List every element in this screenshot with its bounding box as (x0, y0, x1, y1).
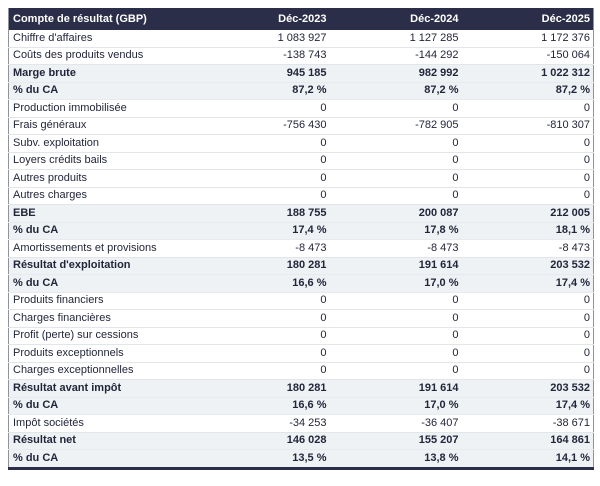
value-cell: 0 (198, 345, 330, 363)
value-cell: -782 905 (330, 117, 462, 135)
table-row (9, 415, 594, 433)
table-row (9, 117, 594, 135)
value-cell: 0 (462, 152, 594, 170)
value-cell: 200 087 (330, 205, 462, 223)
table-header-row (9, 8, 594, 30)
value-cell: 87,2 % (198, 82, 330, 100)
row-label: Autres produits (9, 170, 198, 188)
table-row (9, 65, 594, 83)
value-cell: 0 (330, 187, 462, 205)
row-label: Impôt sociétés (9, 415, 198, 433)
row-label: EBE (9, 205, 198, 223)
value-cell: 0 (198, 362, 330, 380)
value-cell: -8 473 (462, 240, 594, 258)
table-row (9, 450, 594, 469)
row-label: Produits exceptionnels (9, 345, 198, 363)
table-row (9, 222, 594, 240)
row-label: Subv. exploitation (9, 135, 198, 153)
row-label: Profit (perte) sur cessions (9, 327, 198, 345)
value-cell: 0 (198, 170, 330, 188)
row-label: Charges financières (9, 310, 198, 328)
table-row (9, 380, 594, 398)
table-row (9, 187, 594, 205)
value-cell: 1 127 285 (330, 30, 462, 47)
table-row (9, 30, 594, 47)
value-cell: 155 207 (330, 432, 462, 450)
column-header-dec-2023: Déc-2023 (198, 8, 330, 30)
value-cell: 17,0 % (330, 397, 462, 415)
row-label: Résultat avant impôt (9, 380, 198, 398)
value-cell: -8 473 (330, 240, 462, 258)
value-cell: 17,4 % (462, 397, 594, 415)
value-cell: 17,4 % (198, 222, 330, 240)
table-row (9, 257, 594, 275)
value-cell: -8 473 (198, 240, 330, 258)
row-label: Marge brute (9, 65, 198, 83)
value-cell: 0 (330, 170, 462, 188)
value-cell: 17,0 % (330, 275, 462, 293)
row-label: % du CA (9, 82, 198, 100)
value-cell: 146 028 (198, 432, 330, 450)
row-label: Coûts des produits vendus (9, 47, 198, 65)
table-row (9, 240, 594, 258)
value-cell: 16,6 % (198, 275, 330, 293)
value-cell: 0 (462, 292, 594, 310)
row-label: Chiffre d'affaires (9, 30, 198, 47)
value-cell: 0 (330, 152, 462, 170)
value-cell: -756 430 (198, 117, 330, 135)
table-row (9, 135, 594, 153)
value-cell: 1 172 376 (462, 30, 594, 47)
value-cell: 0 (462, 187, 594, 205)
table-row (9, 100, 594, 118)
table-body (9, 30, 594, 468)
value-cell: 13,5 % (198, 450, 330, 469)
value-cell: 0 (462, 100, 594, 118)
table-title: Compte de résultat (GBP) (9, 8, 198, 30)
value-cell: 164 861 (462, 432, 594, 450)
value-cell: -144 292 (330, 47, 462, 65)
row-label: Frais généraux (9, 117, 198, 135)
table-row (9, 275, 594, 293)
income-statement-table (8, 8, 594, 470)
value-cell: 1 083 927 (198, 30, 330, 47)
value-cell: 188 755 (198, 205, 330, 223)
value-cell: 0 (462, 327, 594, 345)
column-header-dec-2025: Déc-2025 (462, 8, 594, 30)
value-cell: 0 (462, 135, 594, 153)
value-cell: -138 743 (198, 47, 330, 65)
row-label: % du CA (9, 450, 198, 469)
value-cell: 191 614 (330, 380, 462, 398)
value-cell: 18,1 % (462, 222, 594, 240)
value-cell: -36 407 (330, 415, 462, 433)
value-cell: 0 (198, 292, 330, 310)
value-cell: 191 614 (330, 257, 462, 275)
value-cell: 1 022 312 (462, 65, 594, 83)
table-row (9, 170, 594, 188)
value-cell: 945 185 (198, 65, 330, 83)
row-label: Résultat net (9, 432, 198, 450)
table-row (9, 397, 594, 415)
row-label: Produits financiers (9, 292, 198, 310)
value-cell: 13,8 % (330, 450, 462, 469)
value-cell: 0 (330, 345, 462, 363)
value-cell: 180 281 (198, 257, 330, 275)
value-cell: 180 281 (198, 380, 330, 398)
value-cell: 0 (330, 135, 462, 153)
value-cell: -150 064 (462, 47, 594, 65)
row-label: Amortissements et provisions (9, 240, 198, 258)
row-label: Production immobilisée (9, 100, 198, 118)
value-cell: -38 671 (462, 415, 594, 433)
table-row (9, 152, 594, 170)
value-cell: 982 992 (330, 65, 462, 83)
value-cell: 0 (330, 292, 462, 310)
table-row (9, 327, 594, 345)
row-label: % du CA (9, 397, 198, 415)
row-label: % du CA (9, 275, 198, 293)
value-cell: 0 (198, 100, 330, 118)
value-cell: 87,2 % (462, 82, 594, 100)
row-label: Résultat d'exploitation (9, 257, 198, 275)
value-cell: 0 (462, 362, 594, 380)
value-cell: -34 253 (198, 415, 330, 433)
table-row (9, 205, 594, 223)
value-cell: 0 (330, 327, 462, 345)
value-cell: 0 (198, 152, 330, 170)
value-cell: 16,6 % (198, 397, 330, 415)
value-cell: 0 (462, 310, 594, 328)
table-row (9, 292, 594, 310)
table-row (9, 362, 594, 380)
value-cell: 0 (330, 310, 462, 328)
table-row (9, 82, 594, 100)
value-cell: 0 (198, 187, 330, 205)
value-cell: -810 307 (462, 117, 594, 135)
table-row (9, 47, 594, 65)
table-row (9, 310, 594, 328)
value-cell: 0 (198, 310, 330, 328)
value-cell: 14,1 % (462, 450, 594, 469)
row-label: Loyers crédits bails (9, 152, 198, 170)
value-cell: 87,2 % (330, 82, 462, 100)
table-row (9, 345, 594, 363)
row-label: Charges exceptionnelles (9, 362, 198, 380)
row-label: Autres charges (9, 187, 198, 205)
value-cell: 203 532 (462, 380, 594, 398)
value-cell: 17,4 % (462, 275, 594, 293)
table-row (9, 432, 594, 450)
value-cell: 203 532 (462, 257, 594, 275)
value-cell: 0 (330, 100, 462, 118)
value-cell: 212 005 (462, 205, 594, 223)
value-cell: 0 (198, 135, 330, 153)
value-cell: 0 (330, 362, 462, 380)
column-header-dec-2024: Déc-2024 (330, 8, 462, 30)
value-cell: 17,8 % (330, 222, 462, 240)
row-label: % du CA (9, 222, 198, 240)
value-cell: 0 (198, 327, 330, 345)
value-cell: 0 (462, 170, 594, 188)
value-cell: 0 (462, 345, 594, 363)
